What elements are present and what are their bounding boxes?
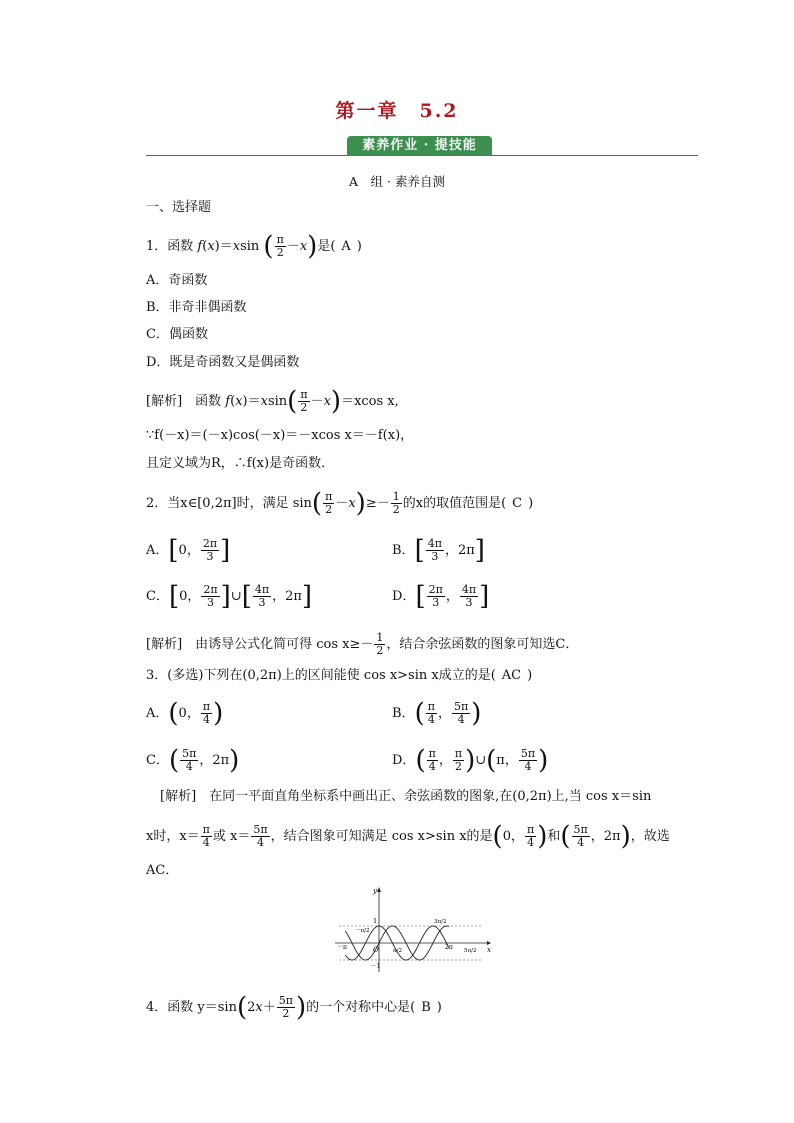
q3-solution-line1: [解析] 在同一平面直角坐标系中画出正、余弦函数的图象,在(0,2π)上,当 cos x＝sin <box>160 789 652 804</box>
q2-option-c: C．[0， $\frac{2\pi}{3}$ ]∪[ $\frac{4\pi}{3}$ ，2π] <box>146 581 313 612</box>
q3-option-b: B．( $\frac{\pi}{4}$ ， $\frac{5\pi}{4}$ ) <box>392 698 482 729</box>
q3-option-a: A．(0， $\frac{\pi}{4}$ ) <box>146 698 224 729</box>
q3-solution-line2: x时，x＝ $\frac{\pi}{4}$ 或 x＝ $\frac{5\pi}{4}$ ，结合图象可知满足 cos x>sin x的是(0， $\frac{\pi}{4}$ )和( $\frac{5\pi}{4}$ ，2π)，故选 <box>146 821 670 852</box>
q3-solution-line3: AC． <box>146 863 179 878</box>
q3-option-c: C．( $\frac{5\pi}{4}$ ，2π) <box>146 745 240 776</box>
q2-option-b: B．[ $\frac{4\pi}{3}$ ，2π] <box>392 535 485 566</box>
q1-option-b: B．非奇非偶函数 <box>146 300 247 315</box>
x-axis-arrow <box>487 941 491 945</box>
q1-stem: 1．函数 f(x)＝xsin ( $\frac{\pi}{2}$ －x)是( A ) <box>146 231 362 262</box>
tick-label-minus-1: －1 <box>370 962 381 970</box>
q2-stem: 2．当x∈[0,2π]时，满足 sin( $\frac{\pi}{2}$ －x)≥－ $\frac{1}{2}$ 的x的取值范围是( C ) <box>146 488 534 519</box>
tick-label-three-half-pi: 3π/2 <box>434 919 447 925</box>
q1-answer: A <box>341 239 351 254</box>
tick-label-five-half-pi: 5π/2 <box>464 948 477 954</box>
q3-answer: AC <box>501 668 522 683</box>
q1-solution-line3: 且定义域为R，∴f(x)是奇函数． <box>146 456 335 471</box>
q2-answer: C <box>512 496 523 511</box>
origin-label: O <box>373 946 379 954</box>
y-axis-label: y <box>373 887 377 895</box>
q1-solution-line1: [解析] 函数 f(x)＝xsin( $\frac{\pi}{2}$ －x)＝xcos x, <box>146 386 399 417</box>
q2-solution: [解析] 由诱导公式化简可得 cos x≥－ $\frac{1}{2}$ ，结合余弦函数的图象可知选C． <box>146 631 579 657</box>
q3-stem: 3．(多选)下列在(0,2π)上的区间能使 cos x>sin x成立的是( AC ) <box>146 666 532 686</box>
y-axis-arrow <box>377 887 381 892</box>
q4-stem: 4．函数 y＝sin(2x＋ $\frac{5\pi}{2}$ )的一个对称中心是( B ) <box>146 992 442 1023</box>
x-axis-label: x <box>487 946 491 954</box>
q1-option-c: C．偶函数 <box>146 327 208 342</box>
tick-label-minus-half-pi: －π/2 <box>355 928 370 934</box>
q1-solution-line2: ∵f(－x)＝(－x)cos(－x)＝－xcos x＝－f(x)， <box>146 428 414 443</box>
q3-option-d: D．( $\frac{\pi}{4}$ ， $\frac{\pi}{2}$ )∪(π， $\frac{5\pi}{4}$ ) <box>392 745 549 776</box>
page-title: 第一章 5.2 <box>335 100 459 122</box>
q4-answer: B <box>421 1000 431 1015</box>
tick-label-2pi: 2π <box>445 944 453 951</box>
q1-option-a: A．奇函数 <box>146 273 208 288</box>
tick-label-1: 1 <box>373 917 378 925</box>
sin-cos-graph <box>333 886 493 976</box>
section-banner: 素养作业 · 提技能 <box>347 136 492 156</box>
q2-option-d: D．[ $\frac{2\pi}{3}$ ， $\frac{4\pi}{3}$ ] <box>392 581 490 612</box>
section-heading: 一、选择题 <box>146 200 212 215</box>
group-heading: A 组 · 素养自测 <box>349 174 445 189</box>
tick-label-minus-pi: －π <box>337 944 347 951</box>
tick-label-half-pi: π/2 <box>393 948 402 954</box>
q2-option-a: A．[0， $\frac{2\pi}{3}$ ] <box>146 535 231 566</box>
q1-option-d: D．既是奇函数又是偶函数 <box>146 355 300 370</box>
